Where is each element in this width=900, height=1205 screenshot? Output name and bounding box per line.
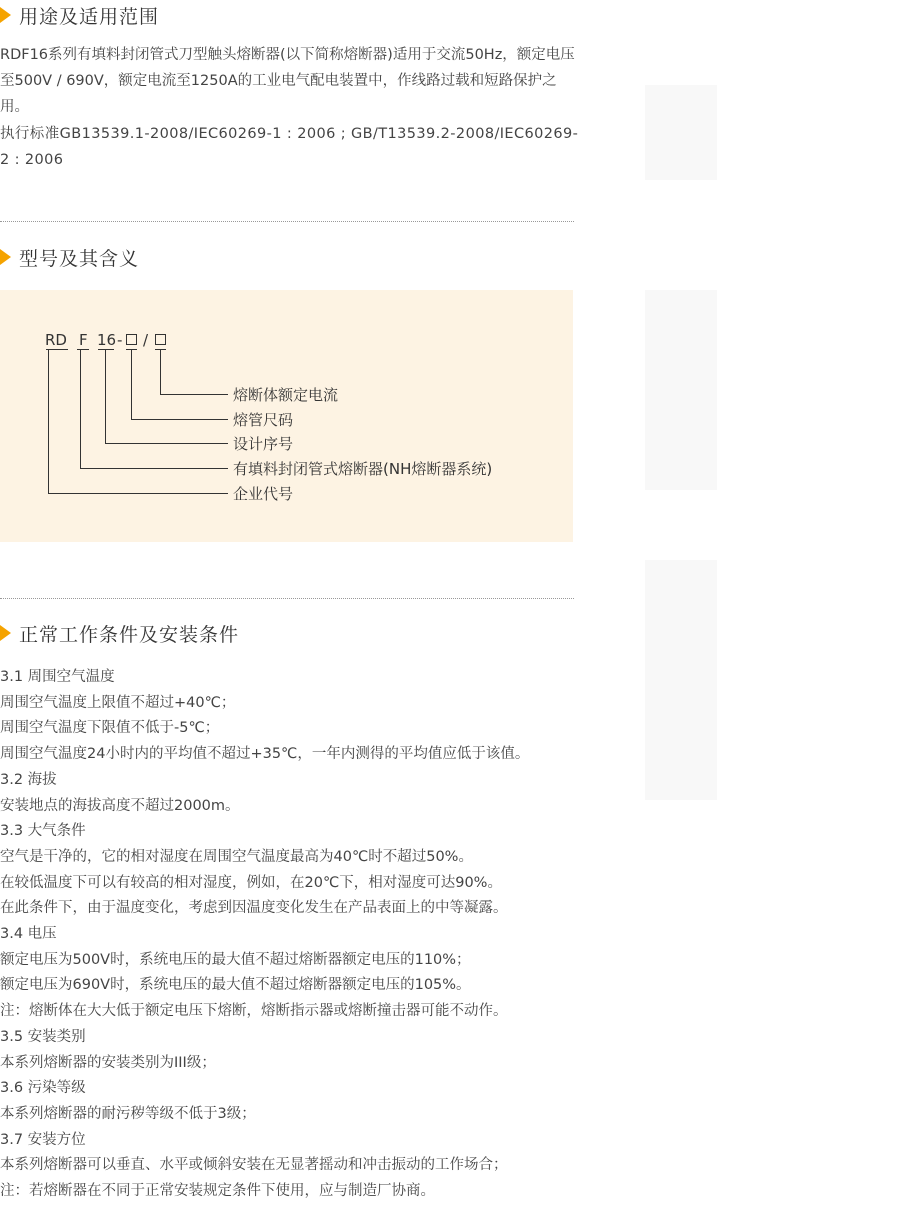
condition-line: 注：若熔断器在不同于正常安装规定条件下使用，应与制造厂协商。 (0, 1183, 435, 1200)
connector (131, 419, 228, 420)
conditions-list (0, 665, 529, 1205)
triangle-bullet-icon (0, 625, 11, 641)
standard-paragraph: 执行标准GB13539.1-2008/IEC60269-1 : 2006 ; GB/T13539.2-2008/IEC60269-2 : 2006 (0, 126, 579, 168)
condition-line: 本系列熔断器可以垂直、水平或倾斜安装在无显著摇动和冲击振动的工作场合； (0, 1157, 508, 1174)
connector (48, 493, 228, 494)
usage-paragraph: RDF16系列有填料封闭管式刀型触头熔断器(以下简称熔断器)适用于交流50Hz，额定电压至500V / 690V，额定电流至1250A的工业电气配电装置中，作线路过载和短路保护之用。 (0, 47, 575, 115)
divider (0, 598, 574, 599)
underline (98, 349, 114, 350)
triangle-bullet-icon (0, 7, 11, 23)
label-rated-current: 熔断体额定电流 (233, 386, 339, 404)
condition-line: 额定电压为690V时，系统电压的最大值不超过熔断器额定电压的105%。 (0, 977, 471, 994)
code-part-16: 16 (97, 331, 117, 349)
condition-line: 空气是干净的，它的相对湿度在周围空气温度最高为40℃时不超过50%。 (0, 848, 473, 865)
condition-line: 周围空气温度24小时内的平均值不超过+35℃，一年内测得的平均值应低于该值。 (0, 746, 530, 763)
connector (160, 394, 228, 395)
underline (46, 349, 68, 350)
condition-line: 本系列熔断器的安装类别为III级； (0, 1054, 216, 1071)
label-fuse-type: 有填料封闭管式熔断器(NH熔断器系统) (233, 460, 493, 478)
connector (131, 349, 132, 419)
condition-line: 在此条件下，由于温度变化，考虑到因温度变化发生在产品表面上的中等凝露。 (0, 900, 508, 917)
condition-line: 3.3 大气条件 (0, 823, 86, 840)
condition-line: 安装地点的海拔高度不超过2000m。 (0, 797, 240, 814)
condition-line: 周围空气温度上限值不超过+40℃； (0, 694, 236, 711)
section-heading-conditions (0, 618, 239, 648)
section-title: 型号及其含义 (19, 247, 140, 270)
condition-line: 3.7 安装方位 (0, 1131, 86, 1148)
decor-block (645, 85, 717, 180)
divider (0, 221, 574, 222)
label-tube-size: 熔管尺码 (233, 411, 294, 429)
connector (105, 349, 106, 443)
underline (77, 349, 89, 350)
section-heading-model (0, 242, 139, 272)
condition-line: 3.1 周围空气温度 (0, 669, 115, 685)
placeholder-square-icon (126, 334, 137, 345)
condition-line: 3.6 污染等级 (0, 1080, 86, 1097)
condition-line: 额定电压为500V时，系统电压的最大值不超过熔断器额定电压的110%； (0, 951, 471, 968)
section-title: 用途及适用范围 (19, 5, 160, 28)
condition-line: 3.5 安装类别 (0, 1028, 86, 1045)
section-heading-usage (0, 0, 159, 30)
condition-line: 3.4 电压 (0, 926, 57, 943)
section-title: 正常工作条件及安装条件 (19, 623, 240, 646)
label-company-code: 企业代号 (233, 485, 294, 503)
decor-block (645, 290, 717, 490)
condition-line: 周围空气温度下限值不低于-5℃； (0, 720, 220, 737)
condition-line: 本系列熔断器的耐污秽等级不低于3级； (0, 1105, 256, 1122)
connector (80, 468, 228, 469)
code-part-rd: RD (45, 331, 67, 349)
connector (48, 349, 49, 493)
connector (80, 349, 81, 468)
condition-line: 在较低温度下可以有较高的相对湿度，例如，在20℃下，相对湿度可达90%。 (0, 874, 502, 891)
code-part-slash: / (143, 331, 149, 349)
placeholder-square-icon (155, 334, 166, 345)
label-design-number: 设计序号 (233, 435, 294, 453)
connector (160, 349, 161, 394)
code-part-dash: - (117, 331, 123, 349)
condition-line: 注：熔断体在大大低于额定电压下熔断，熔断指示器或熔断撞击器可能不动作。 (0, 1003, 508, 1020)
code-part-f: F (79, 331, 88, 349)
condition-line: 3.2 海拔 (0, 771, 57, 788)
decor-block (645, 560, 717, 800)
connector (105, 443, 228, 444)
triangle-bullet-icon (0, 249, 11, 265)
